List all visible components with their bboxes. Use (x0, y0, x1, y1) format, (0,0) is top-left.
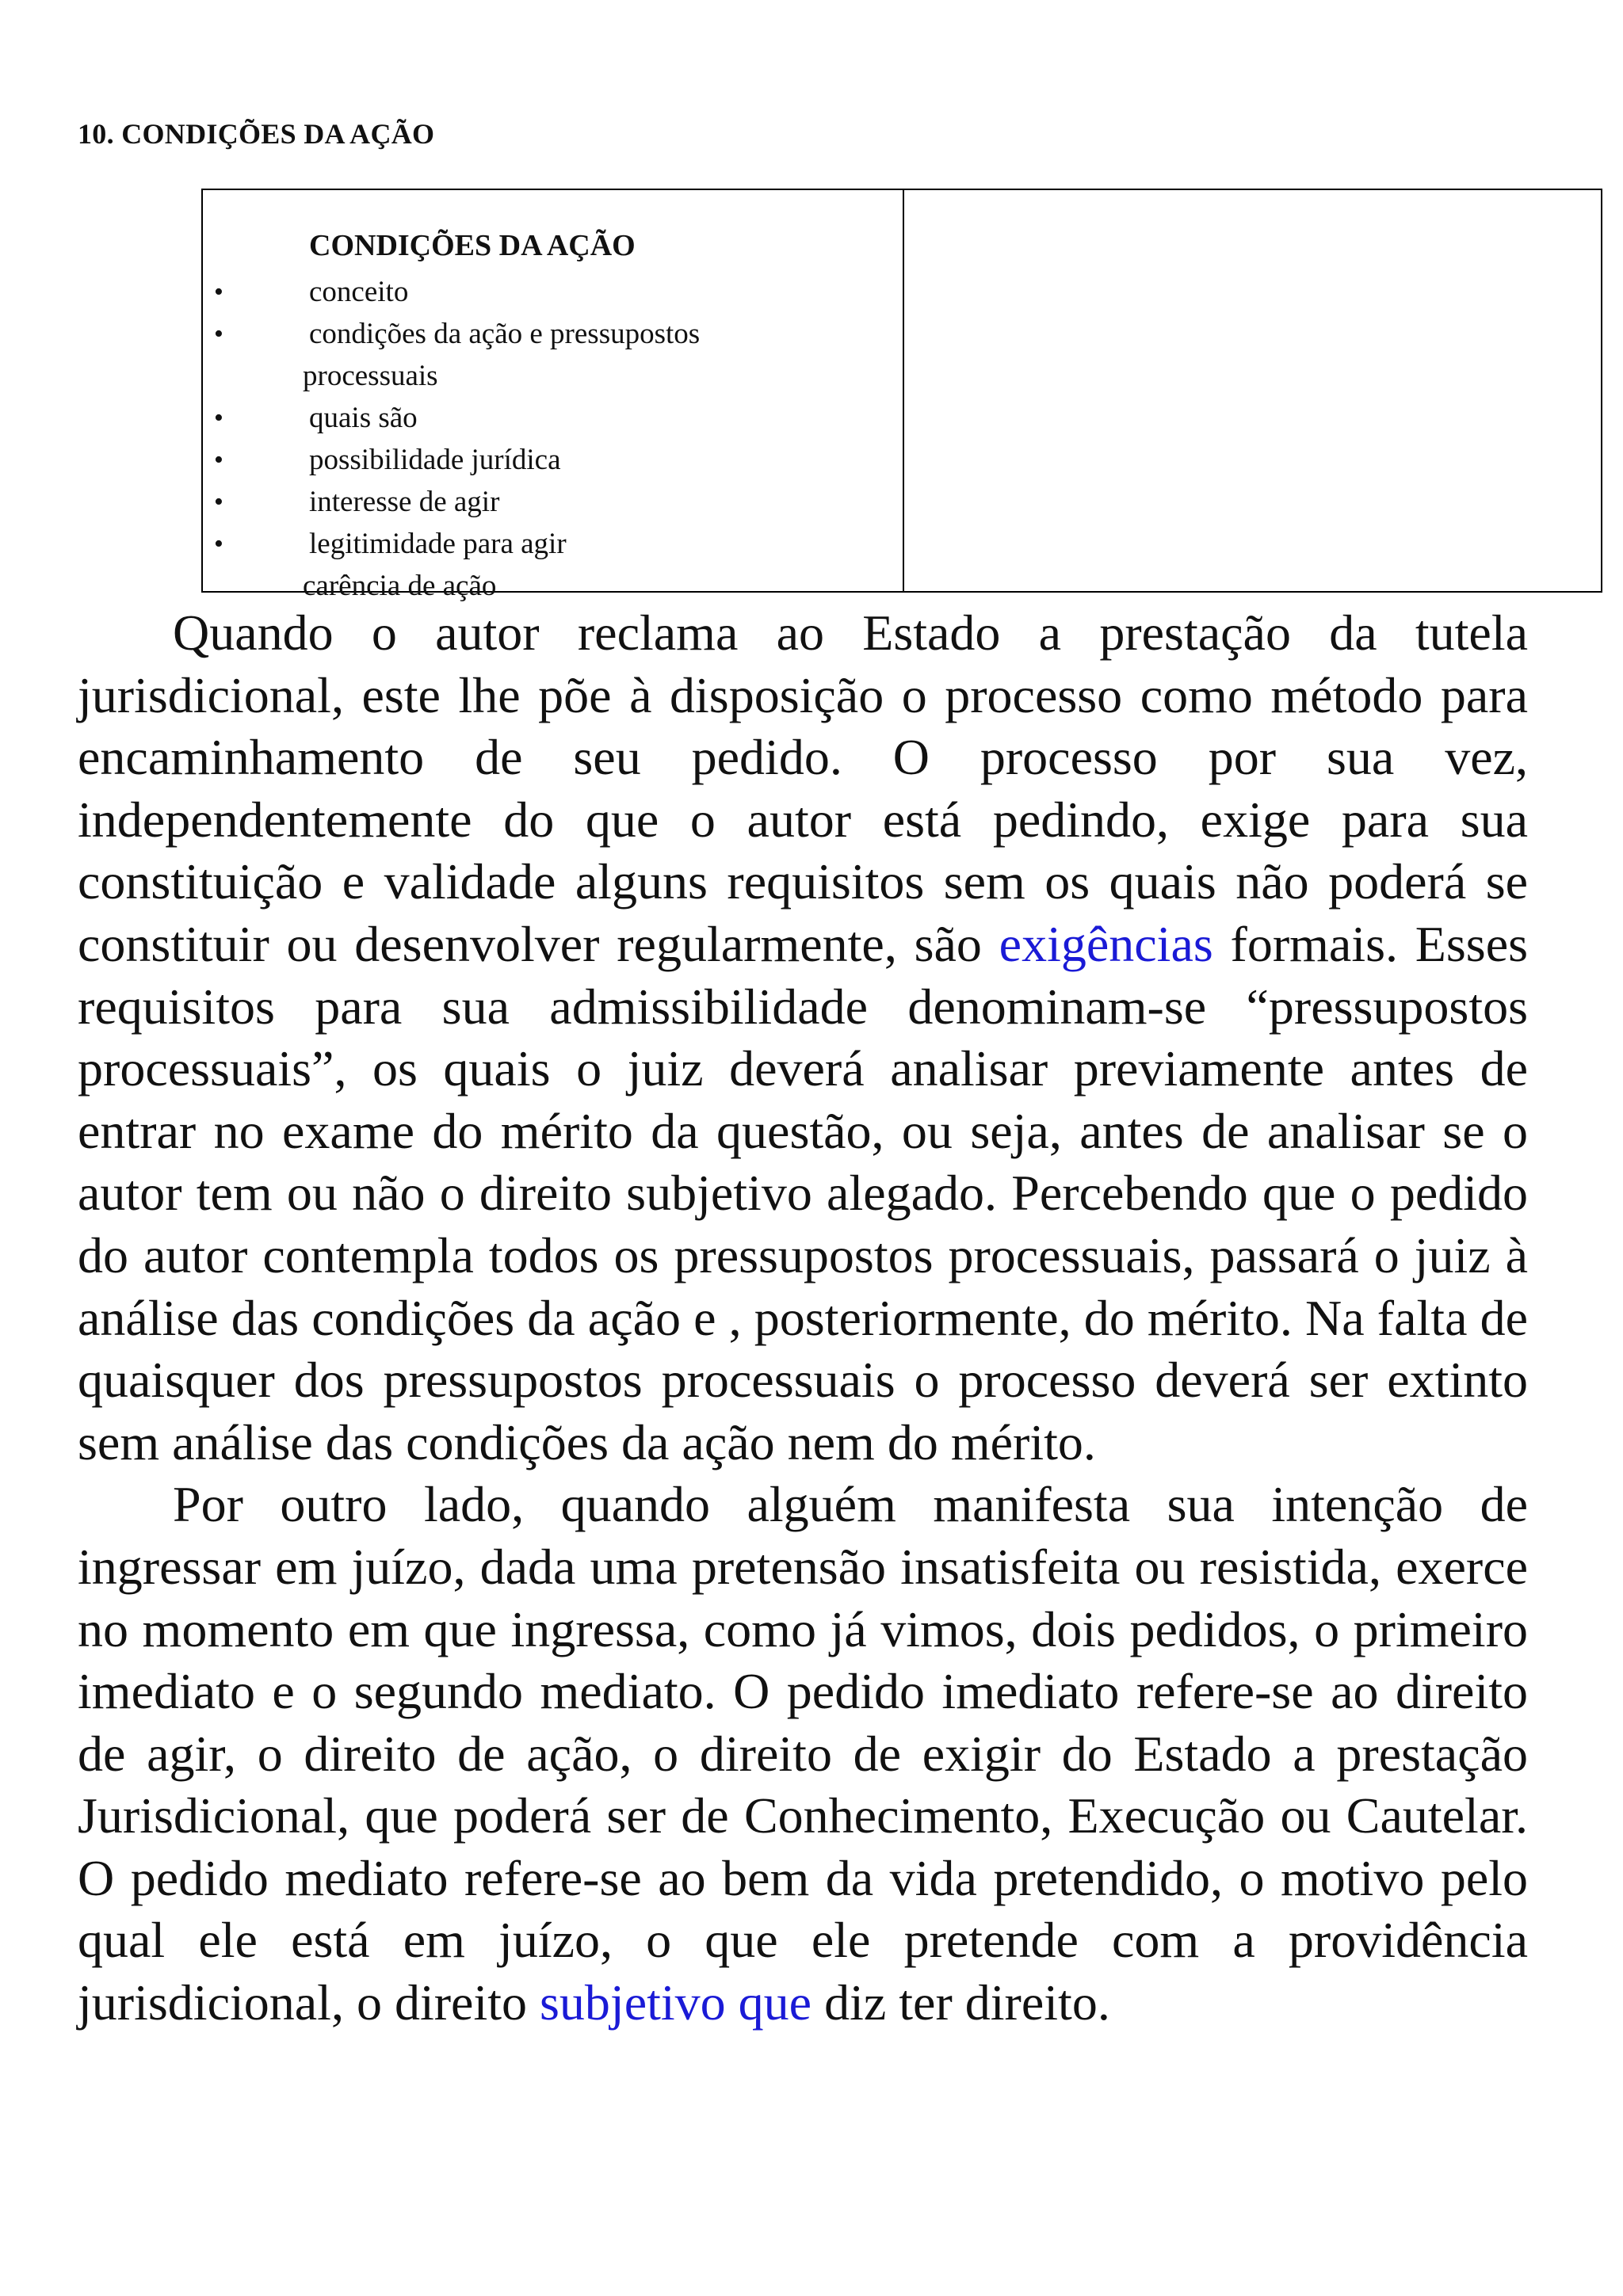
bullet-icon: • (214, 445, 223, 475)
bullet-icon: • (214, 277, 223, 307)
body-text (78, 602, 1528, 2035)
highlighted-link-exigencias[interactable]: exigências (999, 915, 1213, 972)
bullet-icon: • (214, 487, 223, 517)
summary-cell-right-empty (904, 190, 1601, 591)
paragraph-1: Quando o autor reclama ao Estado a prestação da tutela jurisdicional, este lhe põe à disposição o processo como método para encaminhamento de seu pedido. O processo por sua vez, independentemente do que o autor está pedindo, exige para sua constituição e validade alguns requisitos sem os quais não poderá se constituir ou desenvolver regularmente, são exigências formais. Esses requisitos para sua admissibilidade denominam-se “pressupostos processuais”, os quais o juiz deverá analisar previamente antes de entrar no exame do mérito da questão, ou seja, antes de analisar se o autor tem ou não o direito subjetivo alegado. Percebendo que o pedido do autor contempla todos os pressupostos processuais, passará o juiz à análise das condições da ação e , posteriormente, do mérito. Na falta de quaisquer dos pressupostos processuais o processo deverá ser extinto sem análise das condições da ação nem do mérito. (78, 605, 1529, 1470)
paragraph-2: Por outro lado, quando alguém manifesta sua intenção de ingressar em juízo, dada uma pretensão insatisfeita ou resistida, exerce no momento em que ingressa, como já vimos, dois pedidos, o primeiro imediato e o segundo mediato. O pedido imediato refere-se ao direito de agir, o direito de ação, o direito de exigir do Estado a prestação Jurisdicional, que poderá ser de Conhecimento, Execução ou Cautelar. O pedido mediato refere-se ao bem da vida pretendido, o motivo pelo qual ele está em juízo, o que ele pretende com a providência jurisdicional, o direito subjetivo que diz ter direito. (78, 1476, 1528, 2031)
bullet-icon: • (214, 403, 223, 433)
summary-title: CONDIÇÕES DA AÇÃO (309, 229, 636, 262)
summary-cell-left: CONDIÇÕES DA AÇÃO • conceito • condições da ação e pressupostos processuais • quais são • possibilidade jurídica • interesse de agir • legitimidade para agir carência de ação (203, 190, 904, 591)
bullet-icon: • (214, 529, 223, 559)
section-heading: 10. CONDIÇÕES DA AÇÃO (78, 118, 435, 150)
summary-table (201, 189, 1602, 602)
highlighted-link-subjetivo[interactable]: subjetivo que (540, 1974, 812, 2031)
bullet-icon: • (214, 319, 223, 349)
